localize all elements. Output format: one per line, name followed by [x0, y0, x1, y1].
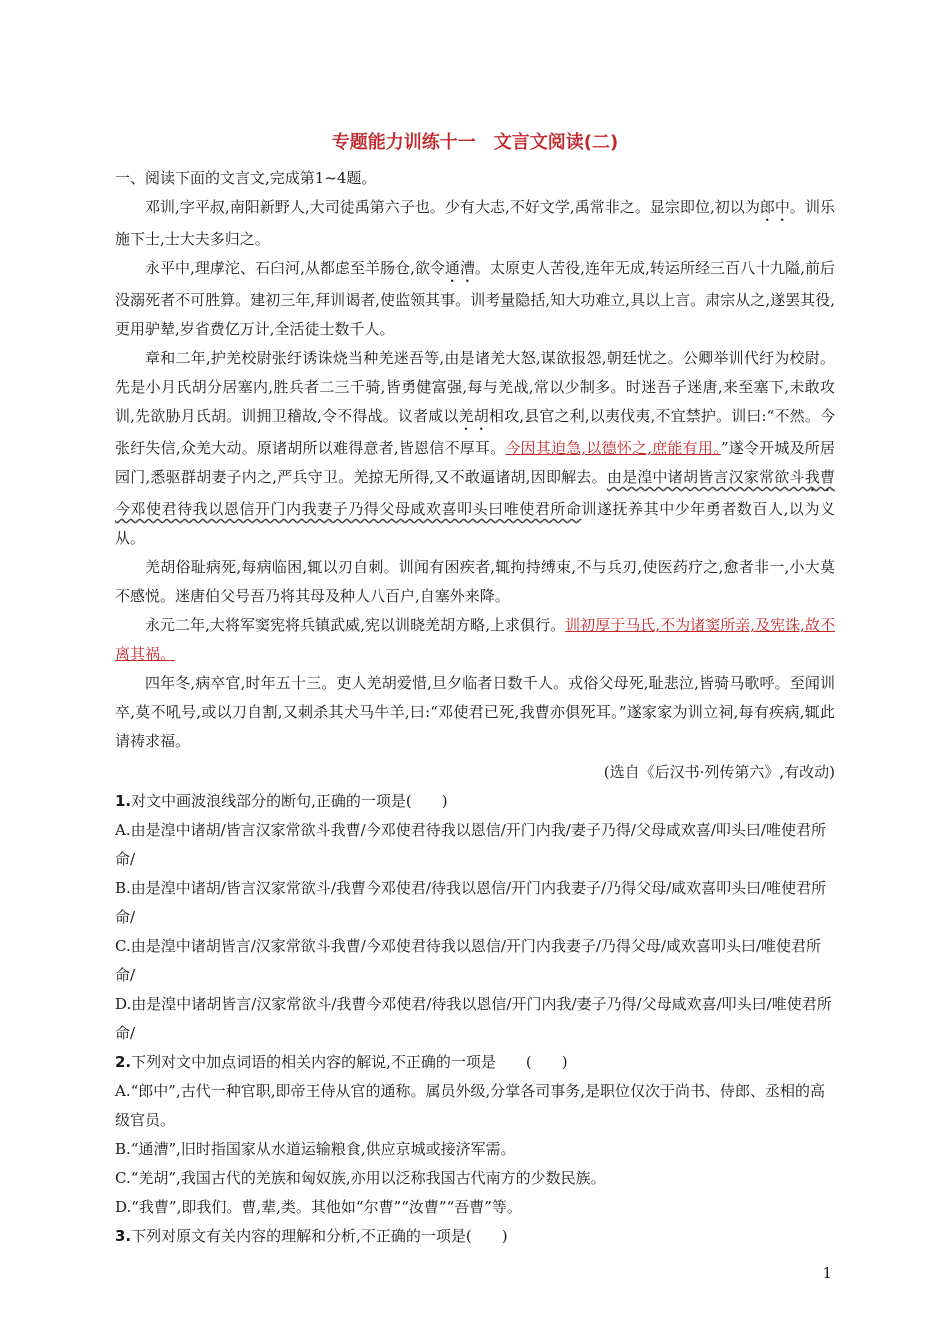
dotted-term-langzhong: 郎中 — [759, 198, 790, 216]
p1-text-b: 。训乐施下士,士大夫多归之。 — [115, 198, 835, 248]
question-2-option-a: A.“郎中”,古代一种官职,即帝王侍从官的通称。属员外级,分掌各司事务,是职位仅次于尚书、侍郎、丞相的高级官员。 — [115, 1082, 826, 1129]
paragraph-2 — [115, 254, 835, 344]
question-1-option-a: A.由是湟中诸胡/皆言汉家常欲斗我曹/今邓使君待我以恩信/开门内我/妻子乃得/父母咸欢喜/叩头曰/唯使君所命/ — [115, 821, 826, 868]
question-3-stem: 下列对原文有关内容的理解和分析,不正确的一项是( ) — [131, 1227, 508, 1245]
page-title: 专题能力训练十一 文言文阅读(二) — [331, 132, 619, 153]
instruction: 一、阅读下面的文言文,完成第1~4题。 — [115, 169, 377, 187]
question-1-option-b: B.由是湟中诸胡/皆言汉家常欲斗/我曹今邓使君/待我以恩信/开门内我妻子/乃得父母/咸欢喜叩头曰/唯使君所命/ — [115, 879, 827, 926]
p3-text-c: ”遂令开城及所居园门,悉驱群胡妻子内之,严兵守卫。羌掠无所得,又不敢逼诸胡,因即解去。 — [115, 439, 836, 486]
question-2-number: 2. — [115, 1053, 132, 1071]
paragraph-1 — [115, 193, 835, 254]
paragraph-3 — [115, 344, 835, 553]
source-citation: (选自《后汉书·列传第六》,有改动) — [603, 763, 835, 781]
document-page — [115, 128, 835, 1251]
question-3-number: 3. — [115, 1227, 132, 1245]
question-1-number: 1. — [115, 792, 132, 810]
p5-text-a: 永元二年,大将军窦宪将兵镇武威,宪以训晓羌胡方略,上求俱行。 — [145, 616, 566, 634]
question-2-option-b: B.“通漕”,旧时指国家从水道运输粮食,供应京城或接济军需。 — [115, 1140, 516, 1158]
red-underlined-sentence-2: 训初厚于马氏,不为诸窦所亲,及宪诛,故不离其祸。 — [115, 616, 835, 663]
question-1-option-d: D.由是湟中诸胡皆言/汉家常欲斗/我曹今邓使君/待我以恩信/开门内我/妻子乃得/父母咸欢喜/叩头曰/唯使君所命/ — [115, 995, 832, 1042]
question-1-stem: 对文中画波浪线部分的断句,正确的一项是( ) — [131, 792, 448, 810]
p2-text-b: 。太原吏人苦役,连年无成,转运所经三百八十九隘,前后没溺死者不可胜算。建初三年,拜训谒者,使监领其事。训考量隐括,知大功难立,具以上言。肃宗从之,遂罢其役,更用驴辇,岁省费亿万计,全活徒士数千人。 — [115, 259, 835, 338]
question-3 — [115, 1222, 835, 1251]
dotted-term-wocao: 我曹 — [804, 468, 835, 486]
red-underlined-sentence-1: 今因其迫急,以德怀之,庶能有用。 — [505, 439, 721, 457]
question-1 — [115, 787, 835, 816]
p2-text-a: 永平中,理虖沱、石臼河,从都虑至羊肠仓,欲令 — [145, 259, 445, 277]
question-1-option-c: C.由是湟中诸胡皆言/汉家常欲斗我曹/今邓使君待我以恩信/开门内我妻子/乃得父母/咸欢喜叩头曰/唯使君所命/ — [115, 937, 822, 984]
question-2-stem: 下列对文中加点词语的相关内容的解说,不正确的一项是 ( ) — [131, 1053, 568, 1071]
question-2-option-c: C.“羌胡”,我国古代的羌族和匈奴族,亦用以泛称我国古代南方的少数民族。 — [115, 1169, 606, 1187]
p1-text-a: 邓训,字平叔,南阳新野人,大司徒禹第六子也。少有大志,不好文学,禹常非之。显宗即位,初以为 — [145, 198, 760, 216]
dotted-term-qianghu: 羌胡 — [458, 407, 489, 425]
wavy-underline-part-1: 由是湟中诸胡皆言汉家常欲斗 — [606, 468, 805, 486]
p3-text-d: 训遂抚养其中少年勇者数百人,以为义从。 — [115, 500, 835, 547]
question-2-option-d: D.“我曹”,即我们。曹,辈,类。其他如“尔曹”“汝曹”“吾曹”等。 — [115, 1198, 522, 1216]
question-2 — [115, 1048, 835, 1077]
p3-text-b: 相攻,县官之利,以夷伐夷,不宜禁护。训曰:“不然。今张纡失信,众羌大动。原诸胡所以难得意者,皆恩信不厚耳。 — [115, 407, 835, 457]
page-number: 1 — [822, 1264, 832, 1282]
paragraph-6: 四年冬,病卒官,时年五十三。吏人羌胡爱惜,旦夕临者日数千人。戎俗父母死,耻悲泣,皆骑马歌呼。至闻训卒,莫不吼号,或以刀自割,又刺杀其犬马牛羊,曰:“邓使君已死,我曹亦俱死耳。”遂家家为训立祠,每有疾病,辄此请祷求福。 — [115, 674, 835, 750]
dotted-term-tongcao: 通漕 — [444, 259, 475, 277]
paragraph-5 — [115, 611, 835, 669]
paragraph-4: 羌胡俗耻病死,每病临困,辄以刃自刺。训闻有困疾者,辄拘持缚束,不与兵刃,使医药疗之,愈者非一,小大莫不感悦。迷唐伯父号吾乃将其母及种人八百户,自塞外来降。 — [115, 558, 835, 605]
p3-text-a: 章和二年,护羌校尉张纡诱诛烧当种羌迷吾等,由是诸羌大怒,谋欲报怨,朝廷忧之。公卿举训代纡为校尉。先是小月氏胡分居塞内,胜兵者二三千骑,皆勇健富强,每与羌战,常以少制多。时迷吾子迷唐,来至塞下,未敢攻训,先欲胁月氏胡。训拥卫稽故,令不得战。议者咸以 — [115, 349, 835, 425]
wavy-underline-part-2: 今邓使君待我以恩信开门内我妻子乃得父母咸欢喜叩头曰唯使君所命 — [115, 500, 582, 518]
